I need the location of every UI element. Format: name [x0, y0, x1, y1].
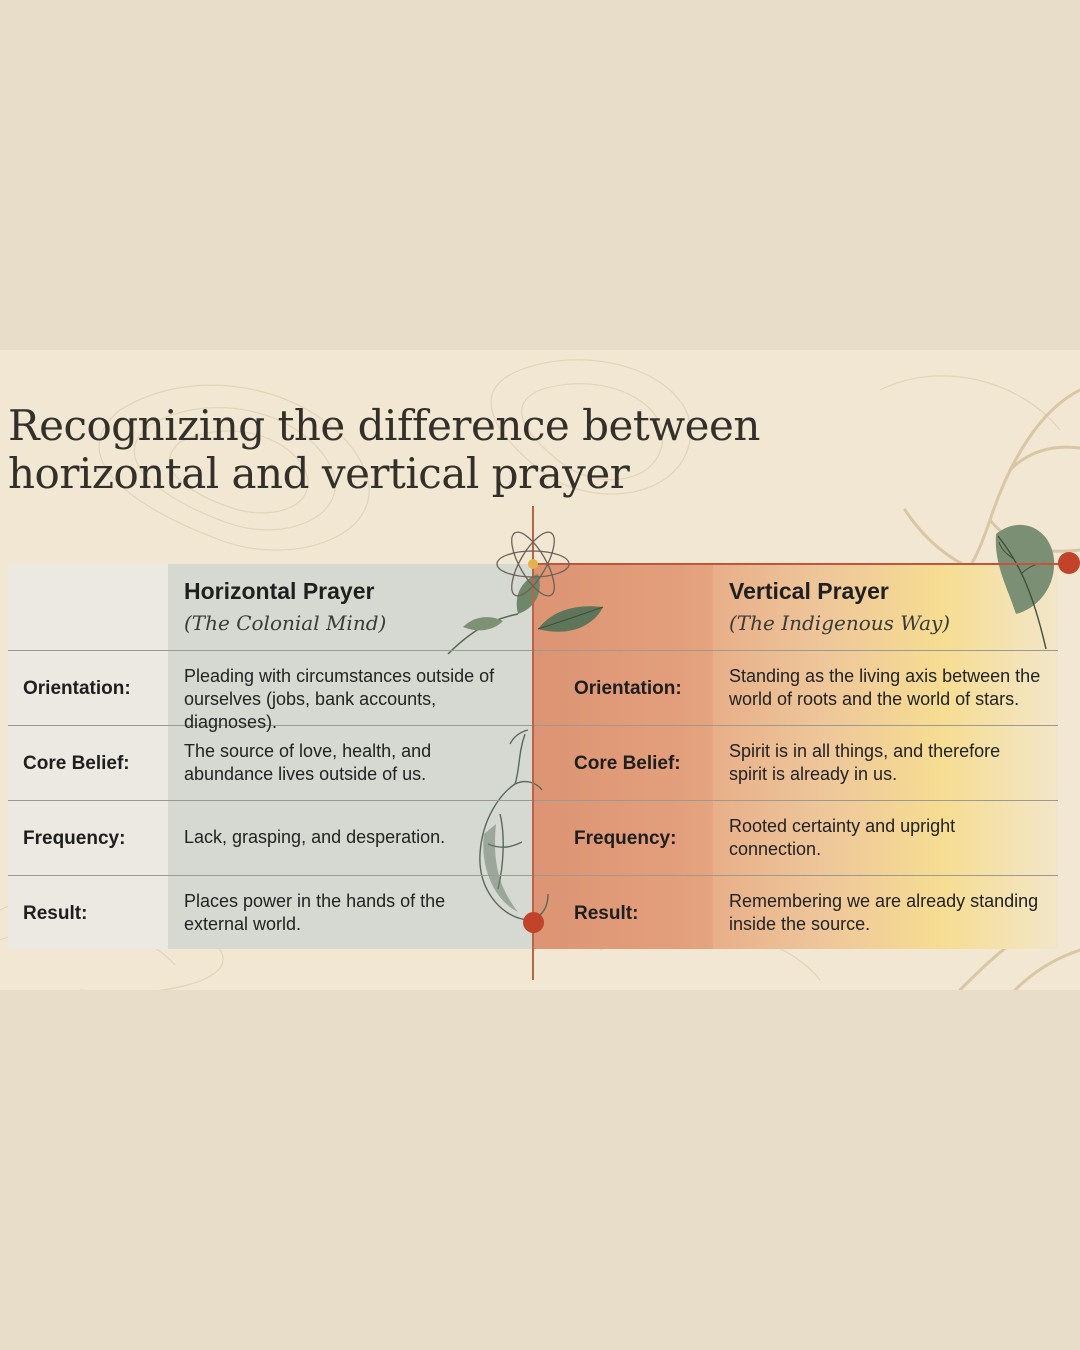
row-label-frequency-vertical: Frequency:	[574, 828, 677, 849]
vertical-result-text: Remembering we are already standing inside the source.	[729, 891, 1039, 934]
accent-dot-axis	[523, 912, 544, 933]
horizontal-result-text: Places power in the hands of the external world.	[184, 891, 446, 934]
vertical-orientation-text: Standing as the living axis between the world of roots and the world of stars.	[729, 666, 1041, 709]
accent-dot-top-right	[1058, 552, 1080, 574]
header-accent-line	[533, 563, 1063, 565]
horizontal-column-title: Horizontal Prayer	[184, 578, 375, 604]
row-label-core-belief-vertical: Core Belief:	[574, 753, 681, 774]
row-label-frequency-horizontal: Frequency:	[23, 828, 126, 849]
title-line-2: horizontal and vertical prayer	[8, 449, 630, 498]
row-label-orientation-horizontal: Orientation:	[23, 678, 131, 699]
infographic-card	[0, 350, 1080, 990]
row-label-result-vertical: Result:	[574, 903, 639, 924]
vertical-column-title: Vertical Prayer	[729, 578, 889, 604]
atom-icon	[493, 524, 573, 604]
heart-illustration	[470, 724, 550, 924]
vertical-frequency-text: Rooted certainty and upright connection.	[729, 816, 956, 859]
horizontal-column-subtitle: (The Colonial Mind)	[184, 611, 387, 635]
row-label-result-horizontal: Result:	[23, 903, 88, 924]
title-line-1: Recognizing the difference between	[8, 401, 760, 450]
row-label-orientation-vertical: Orientation:	[574, 678, 682, 699]
row-label-core-belief-horizontal: Core Belief:	[23, 753, 130, 774]
horizontal-frequency-text: Lack, grasping, and desperation.	[184, 827, 446, 847]
page-title	[8, 402, 760, 498]
vertical-column-subtitle: (The Indigenous Way)	[729, 611, 951, 635]
horizontal-orientation-text: Pleading with circumstances outside of ourselves (jobs, bank accounts, diagnoses).	[184, 666, 495, 732]
horizontal-core-belief-text: The source of love, health, and abundance lives outside of us.	[184, 741, 432, 784]
vertical-core-belief-text: Spirit is in all things, and therefore spirit is already in us.	[729, 741, 1001, 784]
leaf-illustration-right	[966, 514, 1061, 654]
